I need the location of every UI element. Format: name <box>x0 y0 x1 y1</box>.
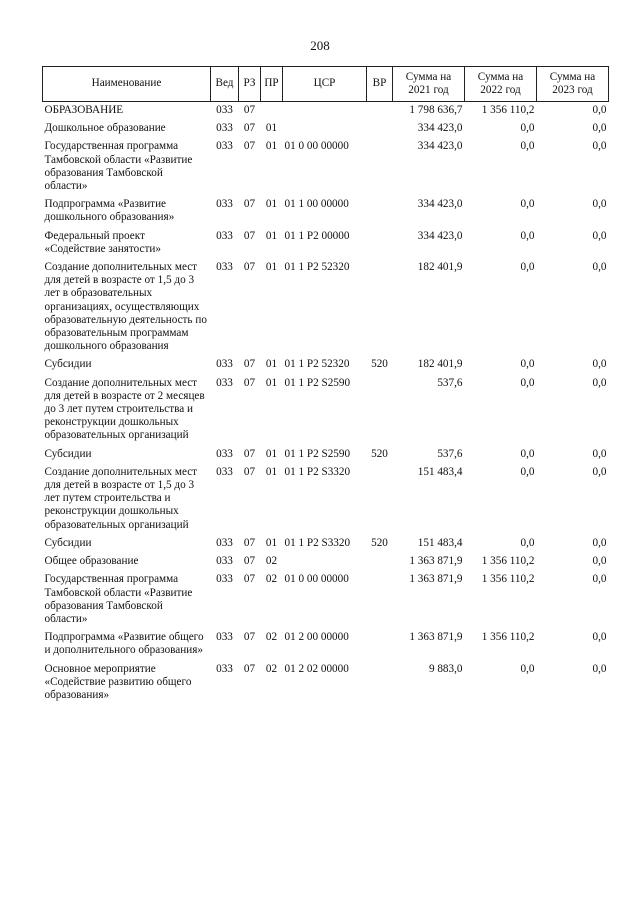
row-vr: 520 <box>371 358 388 371</box>
row-ved: 033 <box>216 198 233 211</box>
row-rz: 07 <box>243 662 256 675</box>
row-vr <box>367 196 393 227</box>
row-ved: 033 <box>216 104 233 116</box>
row-sum-2022: 0,0 <box>520 261 535 274</box>
row-sum-2022: 1 356 110,2 <box>481 631 535 644</box>
row-name: Государственная программа Тамбовской области «Развитие образования Тамбовской области» <box>44 573 193 625</box>
row-vr <box>367 375 393 446</box>
header-rz: РЗ <box>239 67 261 102</box>
table-body <box>43 102 609 706</box>
row-csr: 01 1 P2 00000 <box>284 229 350 242</box>
row-pr: 02 <box>265 631 278 644</box>
row-rz: 07 <box>243 229 256 242</box>
row-vr <box>367 120 393 138</box>
row-sum-2021: 537,6 <box>437 447 463 460</box>
table-row <box>43 138 609 196</box>
row-rz: 07 <box>243 198 256 211</box>
table-row <box>43 446 609 464</box>
row-rz: 07 <box>243 631 256 644</box>
row-name: Дошкольное образование <box>44 122 166 135</box>
row-vr <box>367 629 393 660</box>
row-vr <box>367 661 393 706</box>
row-sum-2023: 0,0 <box>592 122 607 135</box>
row-sum-2023: 0,0 <box>592 198 607 211</box>
row-sum-2021: 1 363 871,9 <box>409 573 463 586</box>
row-rz: 07 <box>243 261 256 274</box>
row-rz: 07 <box>243 536 256 549</box>
table-row <box>43 356 609 374</box>
row-sum-2022: 0,0 <box>520 122 535 135</box>
row-vr <box>367 571 393 629</box>
row-pr: 01 <box>265 536 278 549</box>
row-sum-2022: 0,0 <box>520 376 535 389</box>
row-name: Субсидии <box>44 358 92 371</box>
row-vr <box>367 228 393 259</box>
table-row <box>43 120 609 138</box>
row-ved: 033 <box>216 536 233 549</box>
row-vr: 520 <box>371 536 388 549</box>
row-pr: 02 <box>265 555 278 568</box>
row-sum-2022: 0,0 <box>520 358 535 371</box>
header-sum-2022: Сумма на 2022 год <box>465 67 537 102</box>
row-sum-2021: 151 483,4 <box>417 465 463 478</box>
row-sum-2022: 1 356 110,2 <box>481 555 535 568</box>
row-rz: 07 <box>243 104 256 116</box>
row-rz: 07 <box>243 122 256 135</box>
row-sum-2023: 0,0 <box>592 358 607 371</box>
row-vr <box>367 464 393 535</box>
row-pr: 01 <box>265 376 278 389</box>
row-pr: 01 <box>265 447 278 460</box>
row-ved: 033 <box>216 376 233 389</box>
row-ved: 033 <box>216 447 233 460</box>
row-name: Государственная программа Тамбовской области «Развитие образования Тамбовской области» <box>44 140 193 193</box>
row-csr: 01 2 00 00000 <box>284 631 349 644</box>
row-sum-2022: 0,0 <box>520 536 535 549</box>
header-ved: Вед <box>211 67 239 102</box>
row-sum-2022: 0,0 <box>520 447 535 460</box>
table-row <box>43 571 609 629</box>
table-row <box>43 553 609 571</box>
row-sum-2022: 0,0 <box>520 662 535 675</box>
table-row <box>43 196 609 227</box>
row-csr: 01 1 00 00000 <box>284 198 349 211</box>
row-pr: 02 <box>265 662 278 675</box>
row-rz: 07 <box>243 358 256 371</box>
row-rz: 07 <box>243 140 256 153</box>
row-vr <box>367 138 393 196</box>
row-sum-2021: 334 423,0 <box>417 140 463 153</box>
row-ved: 033 <box>216 662 233 675</box>
row-csr: 01 1 P2 S2590 <box>284 376 351 389</box>
row-vr <box>367 553 393 571</box>
row-ved: 033 <box>216 229 233 242</box>
row-sum-2023: 0,0 <box>592 662 607 675</box>
row-sum-2021: 334 423,0 <box>417 229 463 242</box>
row-vr: 520 <box>371 447 388 460</box>
row-csr: 01 1 P2 S3320 <box>284 465 351 478</box>
row-sum-2021: 182 401,9 <box>417 261 463 274</box>
row-pr: 01 <box>265 465 278 478</box>
row-sum-2021: 537,6 <box>437 376 463 389</box>
row-ved: 033 <box>216 573 233 586</box>
header-name: Наименование <box>43 67 211 102</box>
row-rz: 07 <box>243 447 256 460</box>
table-row <box>43 535 609 553</box>
row-pr: 02 <box>265 573 278 586</box>
row-csr: 01 0 00 00000 <box>284 573 349 586</box>
row-sum-2023: 0,0 <box>592 447 607 460</box>
row-name: Основное мероприятие «Содействие развитию общего образования» <box>44 662 192 701</box>
row-csr: 01 1 P2 S3320 <box>284 536 351 549</box>
table-row <box>43 259 609 356</box>
row-pr: 01 <box>265 140 278 153</box>
row-ved: 033 <box>216 631 233 644</box>
row-name: ОБРАЗОВАНИЕ <box>44 104 124 116</box>
row-sum-2023: 0,0 <box>592 229 607 242</box>
row-pr: 01 <box>265 229 278 242</box>
row-name: Подпрограмма «Развитие общего и дополнительного образования» <box>44 631 204 657</box>
row-ved: 033 <box>216 358 233 371</box>
row-pr: 01 <box>265 358 278 371</box>
row-csr: 01 2 02 00000 <box>284 662 349 675</box>
row-name: Общее образование <box>44 555 139 568</box>
row-sum-2022: 0,0 <box>520 140 535 153</box>
row-sum-2023: 0,0 <box>592 555 607 568</box>
row-pr: 01 <box>265 261 278 274</box>
page-number: 208 <box>310 38 330 53</box>
row-pr: 01 <box>265 122 278 135</box>
row-sum-2023: 0,0 <box>592 631 607 644</box>
table-row <box>43 375 609 446</box>
table-row <box>43 228 609 259</box>
row-name: Создание дополнительных мест для детей в возрасте от 1,5 до 3 лет в образовательных организациях, осуществляющих образовательную деятельность по образовательным программам дошкольного образования <box>44 261 207 353</box>
table-row <box>43 661 609 706</box>
row-pr <box>261 102 283 121</box>
row-name: Субсидии <box>44 536 92 549</box>
row-rz: 07 <box>243 573 256 586</box>
header-pr: ПР <box>261 67 283 102</box>
row-csr <box>283 553 367 571</box>
row-vr <box>367 102 393 121</box>
row-ved: 033 <box>216 555 233 568</box>
header-csr: ЦСР <box>283 67 367 102</box>
row-sum-2021: 1 363 871,9 <box>409 555 463 568</box>
row-rz: 07 <box>243 465 256 478</box>
row-ved: 033 <box>216 465 233 478</box>
row-sum-2021: 151 483,4 <box>417 536 463 549</box>
row-sum-2023: 0,0 <box>592 261 607 274</box>
row-sum-2023: 0,0 <box>592 573 607 586</box>
row-csr: 01 1 P2 52320 <box>284 358 350 371</box>
row-ved: 033 <box>216 140 233 153</box>
row-vr <box>367 259 393 356</box>
row-name: Создание дополнительных мест для детей в возрасте от 2 месяцев до 3 лет путем строительства и реконструкции дошкольных образовательных организаций <box>44 376 205 442</box>
row-sum-2021: 182 401,9 <box>417 358 463 371</box>
header-sum-2023: Сумма на 2023 год <box>537 67 609 102</box>
row-sum-2021: 1 363 871,9 <box>409 631 463 644</box>
row-name: Подпрограмма «Развитие дошкольного образования» <box>44 198 175 224</box>
row-ved: 033 <box>216 261 233 274</box>
row-sum-2021: 334 423,0 <box>417 122 463 135</box>
row-sum-2023: 0,0 <box>592 376 607 389</box>
row-name: Субсидии <box>44 447 92 460</box>
header-sum-2021: Сумма на 2021 год <box>393 67 465 102</box>
row-sum-2022: 0,0 <box>520 465 535 478</box>
table-row <box>43 464 609 535</box>
row-sum-2023: 0,0 <box>592 536 607 549</box>
row-sum-2022: 0,0 <box>520 198 535 211</box>
header-vr: ВР <box>367 67 393 102</box>
row-pr: 01 <box>265 198 278 211</box>
row-csr: 01 1 P2 S2590 <box>284 447 351 460</box>
row-sum-2021: 9 883,0 <box>428 662 463 675</box>
row-rz: 07 <box>243 376 256 389</box>
row-sum-2023: 0,0 <box>592 465 607 478</box>
row-sum-2022: 1 356 110,2 <box>481 573 535 586</box>
row-rz: 07 <box>243 555 256 568</box>
row-sum-2023: 0,0 <box>592 104 607 116</box>
row-csr: 01 0 00 00000 <box>284 140 349 153</box>
row-sum-2021: 1 798 636,7 <box>409 104 463 116</box>
table-row <box>43 629 609 660</box>
row-sum-2021: 334 423,0 <box>417 198 463 211</box>
row-csr <box>283 102 367 121</box>
header-row <box>43 67 609 102</box>
table-row <box>43 102 609 121</box>
row-csr: 01 1 P2 52320 <box>284 261 350 274</box>
row-name: Федеральный проект «Содействие занятости» <box>44 229 161 255</box>
row-sum-2023: 0,0 <box>592 140 607 153</box>
row-sum-2022: 0,0 <box>520 229 535 242</box>
row-ved: 033 <box>216 122 233 135</box>
row-csr <box>283 120 367 138</box>
budget-table <box>42 66 609 705</box>
row-name: Создание дополнительных мест для детей в возрасте от 1,5 до 3 лет путем строительства и реконструкции дошкольных образовательных организаций <box>44 465 198 531</box>
row-sum-2022: 1 356 110,2 <box>481 104 535 116</box>
